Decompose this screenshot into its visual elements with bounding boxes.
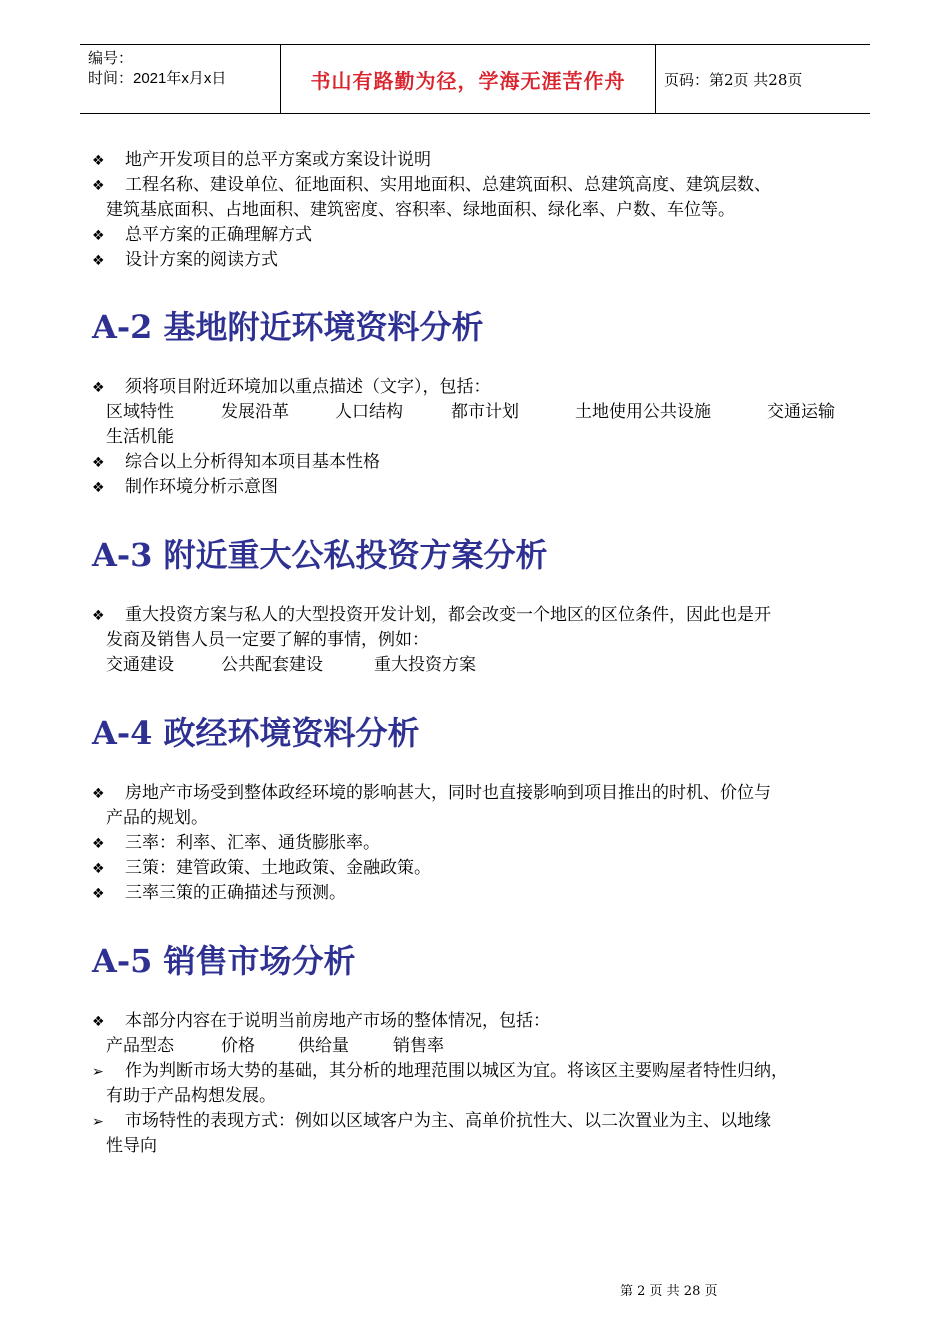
term: 交通运输 xyxy=(767,402,835,422)
bullet-icon: ❖ xyxy=(92,178,105,194)
list-item: ➢ 作为判断市场大势的基础，其分析的地理范围以城区为宜。将该区主要购屋者特性归纳， xyxy=(92,1059,788,1084)
term: 土地使用公共设施 xyxy=(575,402,711,422)
term: 区域特性 xyxy=(106,402,174,422)
term: 人口结构 xyxy=(335,402,403,422)
section-heading-a3: A-3 附近重大公私投资方案分析 xyxy=(92,536,548,574)
list-item: ❖ 设计方案的阅读方式 xyxy=(92,248,278,273)
bullet-icon: ❖ xyxy=(92,886,105,902)
term: 重大投资方案 xyxy=(374,655,476,675)
bullet-icon: ❖ xyxy=(92,228,105,244)
term: 公共配套建设 xyxy=(221,655,323,675)
bullet-icon: ❖ xyxy=(92,786,105,802)
list-item-continuation: 有助于产品构想发展。 xyxy=(106,1086,276,1106)
bullet-icon: ❖ xyxy=(92,608,105,624)
list-item-continuation: 产品的规划。 xyxy=(106,808,208,828)
bullet-icon: ❖ xyxy=(92,455,105,471)
bullet-icon: ❖ xyxy=(92,253,105,269)
list-item-continuation: 发商及销售人员一定要了解的事情，例如： xyxy=(106,630,429,650)
list-item: ❖ 地产开发项目的总平方案或方案设计说明 xyxy=(92,148,431,173)
header-meta xyxy=(80,45,280,113)
bullet-icon: ❖ xyxy=(92,836,105,852)
term: 都市计划 xyxy=(451,402,519,422)
header-motto: 书山有路勤为径，学海无涯苦作舟 xyxy=(310,68,626,93)
list-item: ❖ 总平方案的正确理解方式 xyxy=(92,223,312,248)
term: 销售率 xyxy=(393,1036,444,1056)
arrow-icon: ➢ xyxy=(92,1114,104,1130)
bullet-icon: ❖ xyxy=(92,1014,105,1030)
page-footer: 第 2 页 共 28 页 xyxy=(620,1284,718,1299)
term: 产品型态 xyxy=(106,1036,174,1056)
term-row xyxy=(106,653,606,677)
section-heading-a4: A-4 政经环境资料分析 xyxy=(92,714,420,752)
list-item-continuation: 建筑基底面积、占地面积、建筑密度、容积率、绿地面积、绿化率、户数、车位等。 xyxy=(106,200,735,220)
bullet-icon: ❖ xyxy=(92,861,105,877)
list-item: ❖ 房地产市场受到整体政经环境的影响甚大，同时也直接影响到项目推出的时机、价位与 xyxy=(92,781,771,806)
list-item: ❖ 工程名称、建设单位、征地面积、实用地面积、总建筑面积、总建筑高度、建筑层数、 xyxy=(92,173,771,198)
term: 发展沿革 xyxy=(221,402,289,422)
arrow-icon: ➢ xyxy=(92,1064,104,1080)
time-label: 时间：2021年x月x日 xyxy=(88,70,227,87)
list-item: ❖ 综合以上分析得知本项目基本性格 xyxy=(92,450,380,475)
list-item-continuation: 性导向 xyxy=(106,1136,157,1156)
bullet-icon: ❖ xyxy=(92,153,105,169)
list-item: ❖ 三率三策的正确描述与预测。 xyxy=(92,881,346,906)
term: 供给量 xyxy=(298,1036,349,1056)
list-item: ❖ 本部分内容在于说明当前房地产市场的整体情况，包括： xyxy=(92,1009,550,1034)
bullet-icon: ❖ xyxy=(92,480,105,496)
term: 生活机能 xyxy=(106,427,174,447)
term-row xyxy=(106,400,866,424)
section-heading-a2: A-2 基地附近环境资料分析 xyxy=(92,308,484,346)
page-info: 页码：第2页 共28页 xyxy=(664,70,803,89)
header-motto-cell xyxy=(280,45,656,113)
list-item: ❖ 三率：利率、汇率、通货膨胀率。 xyxy=(92,831,380,856)
list-item: ➢ 市场特性的表现方式：例如以区域客户为主、高单价抗性大、以二次置业为主、以地缘 xyxy=(92,1109,771,1134)
list-item: ❖ 重大投资方案与私人的大型投资开发计划，都会改变一个地区的区位条件，因此也是开 xyxy=(92,603,771,628)
term: 价格 xyxy=(221,1036,255,1056)
section-heading-a5: A-5 销售市场分析 xyxy=(92,942,356,980)
bullet-icon: ❖ xyxy=(92,380,105,396)
page-header xyxy=(80,44,870,114)
list-item: ❖ 须将项目附近环境加以重点描述（文字），包括： xyxy=(92,375,491,400)
list-item: ❖ 三策：建管政策、土地政策、金融政策。 xyxy=(92,856,431,881)
list-item: ❖ 制作环境分析示意图 xyxy=(92,475,278,500)
number-label: 编号： xyxy=(88,50,134,67)
term: 交通建设 xyxy=(106,655,174,675)
term-row xyxy=(106,1034,506,1058)
